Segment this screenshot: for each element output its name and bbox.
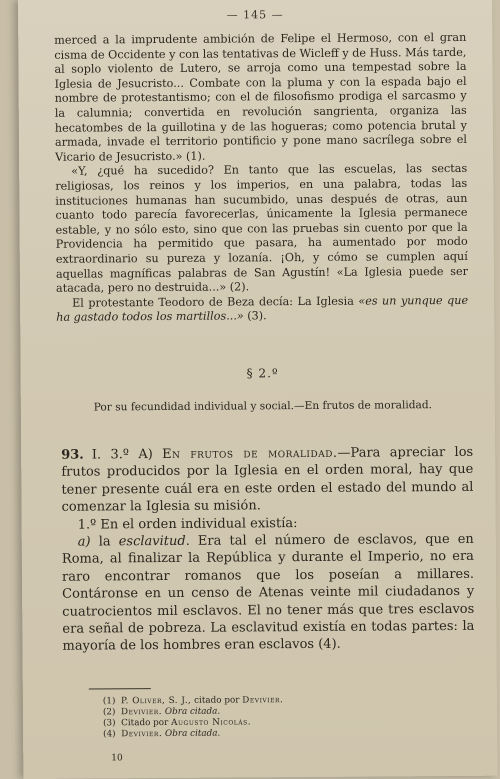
item-letter: a) xyxy=(77,534,91,550)
footnote-author: Devivier. xyxy=(121,729,163,740)
lead-label: I. 3.º A) xyxy=(91,447,153,463)
footnote-num: (1) xyxy=(102,696,116,707)
main-paragraph-2: 1.º En el orden individual existía: xyxy=(77,515,298,533)
section-subtitle: Por su fecundidad individual y social.—En frutos de moralidad. xyxy=(93,399,433,414)
footnote-4 xyxy=(103,728,284,740)
footnote-rule xyxy=(89,688,151,689)
footnote-ref: Devivier. xyxy=(242,695,284,706)
footnotes xyxy=(103,695,284,740)
footnote-ref: Obra citada. xyxy=(164,706,221,717)
footnote-author: Citado por xyxy=(121,717,169,729)
footnote-author: P. Oliver, S. J., xyxy=(120,695,192,707)
page-number: — 145 — xyxy=(226,8,284,22)
paragraph-1: merced a la imprudente ambición de Felipe el Hermoso, con el gran cisma de Occidente y con las tentativas de Wicleff y de Huss. Más tarde, al soplo violento de Lutero, se arroja como una tempestad sobre la Iglesia de Jesucristo... Combate con la pluma y con la espada bajo el nombre de protestantismo; con el de filosofismo prodiga el sarcasmo y la calumnia; convertida en revolución sangrienta, organiza las hecatombes de la guillotina y de las hogueras; como potencia brutal y armada, invade el territorio pontificio y pone mano sacrílega sobre el Vicario de Jesucristo.» (1). xyxy=(54,30,468,164)
paragraph-3-quote: «es un yunque que ha gastado todos los martillos...» xyxy=(56,293,469,325)
footnote-num: (3) xyxy=(103,718,116,729)
main-paragraph-3 xyxy=(62,531,475,656)
item-article: la xyxy=(90,534,119,550)
item-term: esclavitud xyxy=(118,533,186,550)
main-paragraph-1-rest: —Para apreciar los frutos producidos por la Iglesia en el orden moral, hay que tener presente cuál era en este orden el estado del mundo al comenzar la Iglesia su misión. xyxy=(61,444,474,515)
lead-title: En frutos de moralidad. xyxy=(162,445,338,463)
footnote-1 xyxy=(103,695,284,707)
paragraph-3 xyxy=(56,294,468,326)
footnote-ref: Obra citada. xyxy=(164,728,221,739)
upper-text-block xyxy=(54,31,468,326)
book-page xyxy=(18,0,497,779)
section-heading: § 2.º xyxy=(246,366,279,381)
footnote-num: (2) xyxy=(102,707,116,718)
main-paragraph-1 xyxy=(61,444,473,516)
footnote-num: (4) xyxy=(103,729,116,740)
footnote-text: citado por xyxy=(191,695,243,706)
paragraph-2: «Y, ¿qué ha sucedido? En tanto que las escuelas, las sectas religiosas, los reinos y los imperios, en una palabra, todas las instituciones humanas han sucumbido, unas después de otras, aun cuanto todo parecía favorecerlas, únicamente la Iglesia permanece estable, y no sólo esto, sino que con las pruebas sin cuento por que la Providencia ha permitido que pasara, ha aumentado por modo extraordinario su pureza y lozanía. ¡Oh, y cómo se cumplen aquí aquellas magníficas palabras de San Agustín! «La Iglesia puede ser atacada, pero no destruida...» (2). xyxy=(55,162,468,295)
footnote-author: Devivier. xyxy=(121,707,163,718)
paragraph-3-post: (3). xyxy=(243,309,267,323)
printer-signature: 10 xyxy=(111,753,123,764)
paragraph-3-pre: El protestante Teodoro de Beza decía: La Iglesia xyxy=(72,294,359,310)
main-text-block xyxy=(61,444,474,656)
main-paragraph-3-rest: . Era tal el número de esclavos, que en Roma, al finalizar la República y durante el Imperio, no era raro encontrar romanos que los poseían a millares. Contáronse en un censo de Atenas veinte mil ciudadanos y cuatrocientos mil esclavos. El no tener más que tres esclavos era señal de pobreza. La esclavitud existía en todas partes: la mayoría de los hombres eran esclavos (4). xyxy=(61,531,475,655)
paragraph-number: 93. xyxy=(61,447,84,463)
footnote-ref: Augusto Nicolás. xyxy=(171,717,252,728)
